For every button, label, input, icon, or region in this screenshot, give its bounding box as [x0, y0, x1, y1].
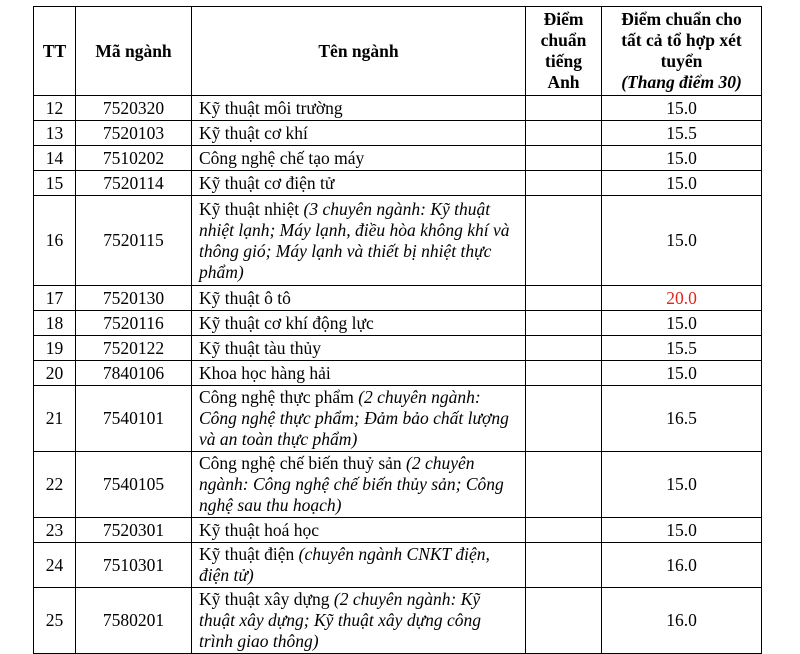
major-code: 7520116 — [76, 311, 192, 336]
table-row — [34, 386, 762, 452]
english-score — [526, 361, 602, 386]
major-code: 7520115 — [76, 196, 192, 286]
major-name: Kỹ thuật ô tô — [199, 287, 291, 308]
english-score — [526, 588, 602, 654]
benchmark-score: 16.0 — [602, 543, 762, 588]
major-name: Công nghệ chế tạo máy — [199, 147, 365, 168]
header-score-line-2: tất cả tổ hợp xét — [621, 30, 742, 50]
row-number: 17 — [34, 286, 76, 311]
header-tt: TT — [34, 7, 76, 96]
major-code: 7520130 — [76, 286, 192, 311]
english-score — [526, 96, 602, 121]
row-number: 18 — [34, 311, 76, 336]
english-score — [526, 543, 602, 588]
row-number: 25 — [34, 588, 76, 654]
table-row — [34, 452, 762, 518]
table-row — [34, 543, 762, 588]
english-score — [526, 386, 602, 452]
major-name: Kỹ thuật xây dựng — [199, 589, 330, 609]
benchmark-score: 15.0 — [602, 171, 762, 196]
row-number: 20 — [34, 361, 76, 386]
major-name-cell — [192, 311, 526, 336]
major-name: Kỹ thuật điện — [199, 544, 295, 564]
row-number: 23 — [34, 518, 76, 543]
table-row — [34, 361, 762, 386]
table-row — [34, 146, 762, 171]
major-name-cell — [192, 543, 526, 588]
major-name: Kỹ thuật cơ khí động lực — [199, 312, 374, 333]
english-score — [526, 146, 602, 171]
major-code: 7520122 — [76, 336, 192, 361]
major-name-cell — [192, 361, 526, 386]
header-english-line-3: tiếng — [545, 51, 582, 71]
header-score-line-1: Điểm chuẩn cho — [621, 9, 742, 29]
table-row — [34, 336, 762, 361]
benchmark-score: 16.0 — [602, 588, 762, 654]
major-name: Khoa học hàng hải — [199, 362, 331, 383]
english-score — [526, 171, 602, 196]
major-name-cell — [192, 96, 526, 121]
major-name-cell — [192, 336, 526, 361]
header-total-score — [602, 7, 762, 96]
major-code: 7540105 — [76, 452, 192, 518]
english-score — [526, 518, 602, 543]
table-row — [34, 311, 762, 336]
row-number: 24 — [34, 543, 76, 588]
table-row — [34, 518, 762, 543]
major-name-cell — [192, 286, 526, 311]
admission-score-table — [33, 6, 762, 654]
table-row — [34, 121, 762, 146]
english-score — [526, 286, 602, 311]
row-number: 14 — [34, 146, 76, 171]
benchmark-score: 15.0 — [602, 196, 762, 286]
major-code: 7840106 — [76, 361, 192, 386]
major-name: Kỹ thuật cơ điện tử — [199, 172, 335, 193]
benchmark-score: 20.0 — [602, 286, 762, 311]
major-name-cell — [192, 452, 526, 518]
major-specialization-note: (3 chuyên ngành: Kỹ thuật nhiệt lạnh; Máy lạnh, điều hòa không khí và thông gió; Máy lạnh và thiết bị nhiệt thực phẩm) — [199, 198, 510, 282]
table-row — [34, 196, 762, 286]
table-body — [34, 96, 762, 654]
major-name: Công nghệ chế biến thuỷ sản — [199, 453, 402, 473]
major-code: 7520114 — [76, 171, 192, 196]
major-name-cell — [192, 588, 526, 654]
benchmark-score: 15.0 — [602, 96, 762, 121]
english-score — [526, 452, 602, 518]
major-code: 7580201 — [76, 588, 192, 654]
header-code: Mã ngành — [76, 7, 192, 96]
major-code: 7520320 — [76, 96, 192, 121]
row-number: 19 — [34, 336, 76, 361]
major-name: Kỹ thuật tàu thủy — [199, 337, 321, 358]
header-english-line-1: Điểm — [543, 9, 584, 29]
row-number: 15 — [34, 171, 76, 196]
table-row — [34, 96, 762, 121]
row-number: 21 — [34, 386, 76, 452]
header-score-line-4: (Thang điểm 30) — [621, 72, 742, 92]
english-score — [526, 196, 602, 286]
major-name: Kỹ thuật nhiệt — [199, 198, 300, 219]
major-specialization-note: (2 chuyên ngành: Công nghệ thực phẩm; Đảm bảo chất lượng và an toàn thực phẩm) — [199, 387, 509, 449]
header-name: Tên ngành — [192, 7, 526, 96]
table-header-row — [34, 7, 762, 96]
major-code: 7510202 — [76, 146, 192, 171]
major-specialization-note: (2 chuyên ngành: Công nghệ chế biến thủy sản; Công nghệ sau thu hoạch) — [199, 453, 504, 515]
major-specialization-note: (chuyên ngành CNKT điện, điện tử) — [199, 544, 490, 585]
benchmark-score: 15.0 — [602, 452, 762, 518]
major-name-cell — [192, 196, 526, 286]
english-score — [526, 311, 602, 336]
english-score — [526, 336, 602, 361]
benchmark-score: 15.0 — [602, 518, 762, 543]
row-number: 22 — [34, 452, 76, 518]
major-name-cell — [192, 386, 526, 452]
english-score — [526, 121, 602, 146]
major-name-cell — [192, 146, 526, 171]
benchmark-score: 15.0 — [602, 311, 762, 336]
row-number: 16 — [34, 196, 76, 286]
header-english-score — [526, 7, 602, 96]
header-english-line-4: Anh — [547, 72, 580, 92]
major-specialization-note: (2 chuyên ngành: Kỹ thuật xây dựng; Kỹ thuật xây dựng công trình giao thông) — [199, 589, 482, 651]
benchmark-score: 16.5 — [602, 386, 762, 452]
major-code: 7520301 — [76, 518, 192, 543]
benchmark-score: 15.0 — [602, 361, 762, 386]
table-row — [34, 171, 762, 196]
major-code: 7540101 — [76, 386, 192, 452]
table-row — [34, 286, 762, 311]
major-name-cell — [192, 121, 526, 146]
benchmark-score: 15.5 — [602, 121, 762, 146]
benchmark-score: 15.5 — [602, 336, 762, 361]
major-code: 7520103 — [76, 121, 192, 146]
major-name: Kỹ thuật môi trường — [199, 97, 343, 118]
major-name: Công nghệ thực phẩm — [199, 387, 354, 407]
major-code: 7510301 — [76, 543, 192, 588]
major-name-cell — [192, 518, 526, 543]
row-number: 12 — [34, 96, 76, 121]
row-number: 13 — [34, 121, 76, 146]
major-name: Kỹ thuật hoá học — [199, 519, 320, 540]
major-name-cell — [192, 171, 526, 196]
benchmark-score: 15.0 — [602, 146, 762, 171]
header-english-line-2: chuẩn — [540, 30, 587, 50]
header-score-line-3: tuyển — [660, 51, 703, 71]
table-row — [34, 588, 762, 654]
major-name: Kỹ thuật cơ khí — [199, 122, 308, 143]
